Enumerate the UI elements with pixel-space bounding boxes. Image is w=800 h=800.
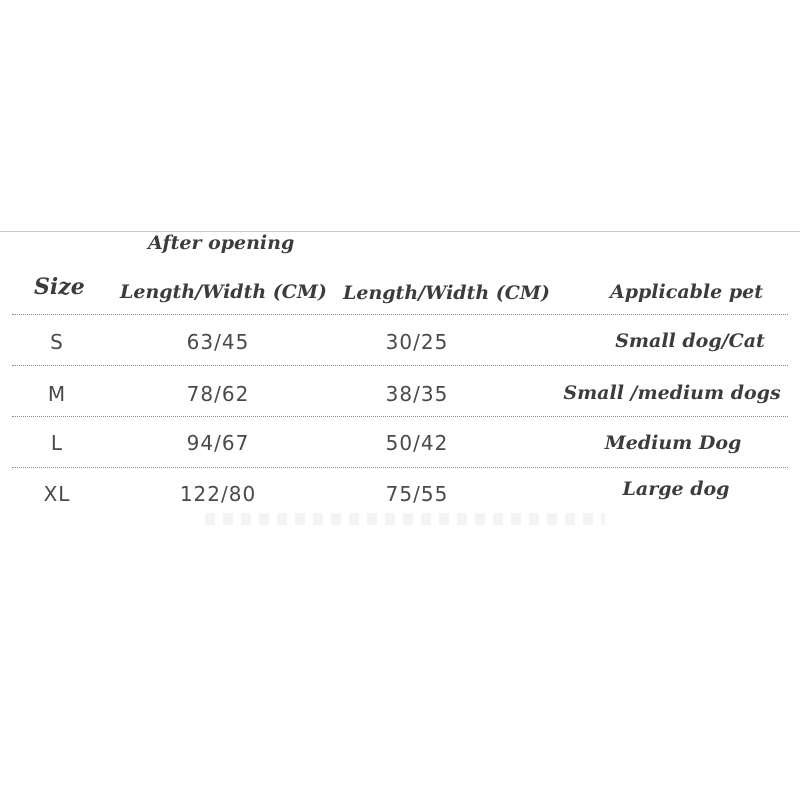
cell-applicable-pet: Small dog/Cat <box>615 330 765 352</box>
column-header-length-width-1: Length/Width (CM) <box>120 281 327 303</box>
cell-after-opening: 94/67 <box>186 431 250 455</box>
cell-length-width: 50/42 <box>385 431 449 455</box>
cell-size: L <box>50 431 64 455</box>
cell-after-opening: 122/80 <box>179 482 257 506</box>
cell-applicable-pet: Small /medium dogs <box>563 382 781 404</box>
cell-size: M <box>47 382 67 406</box>
cell-after-opening: 78/62 <box>186 382 250 406</box>
cell-length-width: 75/55 <box>385 482 449 506</box>
top-divider <box>0 231 800 232</box>
row-divider <box>12 416 788 417</box>
column-header-size: Size <box>34 274 85 300</box>
cell-length-width: 38/35 <box>385 382 449 406</box>
row-divider <box>12 365 788 366</box>
column-header-applicable-pet: Applicable pet <box>610 281 763 303</box>
column-header-length-width-2: Length/Width (CM) <box>343 282 550 304</box>
cell-size: XL <box>43 482 71 506</box>
group-header-after-opening: After opening <box>148 232 295 254</box>
cell-after-opening: 63/45 <box>186 330 250 354</box>
cell-length-width: 30/25 <box>385 330 449 354</box>
faint-background-artifact <box>205 513 605 525</box>
cell-size: S <box>50 330 64 354</box>
cell-applicable-pet: Large dog <box>622 478 730 500</box>
cell-applicable-pet: Medium Dog <box>604 432 742 454</box>
row-divider <box>12 467 788 468</box>
header-divider <box>12 314 788 315</box>
